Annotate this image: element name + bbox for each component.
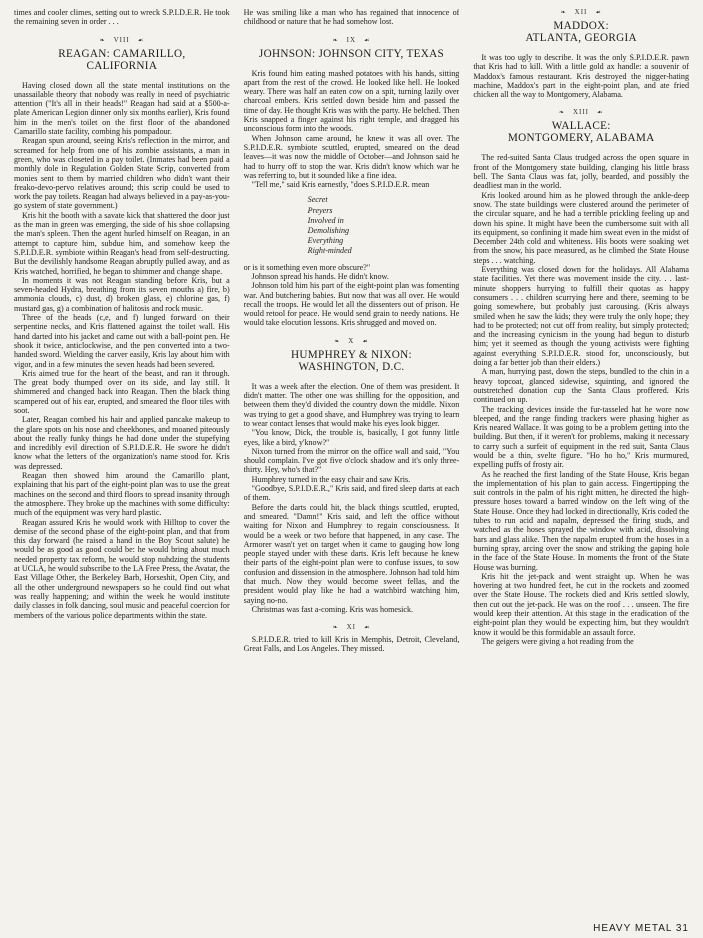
paragraph: Reagan spun around, seeing Kris's reflection in the mirror, and screamed for help from one of his zombie assistants, a man in green, who was closeted in a pay toilet. (Inmates had been paid a monthly dole in Regulation Golden State Scrip, converted from monies sent to them by married children who didn't want their freako-devo-pervo relatives around; this scrip could be used to work the pay toilets. Reagan had always believed in a pay-as-you-go system of state government.) [14,136,230,211]
section-heading [14,48,230,72]
paragraph: Reagan then showed him around the Camarillo plant, explaining that his part of the eight-point plan was to use the great machines on the second and third floors to spread insanity through the atmosphere. They broke up the machines with some difficulty: much of the equipment was very hard plastic. [14,471,230,518]
paragraph: Kris aimed true for the heart of the beast, and ran it through. The great body thumped over on its side, and lay still. It shimmered and changed back into Reagan. Then the black thing scampered out of his ear, erupted, and smeared the floor tiles with soot. [14,368,230,415]
ornament-left-icon: ❧ [560,10,570,16]
paragraph: Kris found him eating mashed potatoes with his hands, sitting apart from the rest of the crowd. He looked like hell. He looked weary. There was half an eaten cow on a spit, turning lazily over charcoal embers. Kris settled down beside him and passed the time of day. He thought Kris was with the party. He belched. Then Kris snapped a finger against his right temple, and dragged his unconscious form into the woods. [243,68,460,134]
paragraph: Nixon turned from the mirror on the office wall and said, "You should complain. I've got five o'clock shadow and it's only three-thirty. Hey, who's that?" [243,446,460,475]
section-number: XIII [567,108,595,117]
paragraph: or is it something even more obscure?" [243,262,371,272]
ornament-right-icon: ☙ [594,110,604,117]
paragraph: In moments it was not Reagan standing before Kris, but a seven-headed Hydra, breathing from its seven mouths a) fire, b) ammonia clouds, c) dust, d) broken glass, e) chlorine gas, f) mustard gas, g) a combination of halitosis and rock music. [14,275,230,313]
section-divider [473,108,689,118]
section-number: X [342,336,360,345]
column-left [14,8,230,926]
column-middle [244,8,460,926]
paragraph: "Tell me," said Kris earnestly, "does S.P.I.D.E.R. mean [251,180,430,190]
ornament-right-icon: ☙ [361,37,371,44]
paragraph: Three of the heads (c,e, and f) lunged forward on their serpentine necks, and Kris flattened against the toilet wall. His hand darted into his jacket and came out with a ball-point pen. He shook it twice, anticlockwise, and the pen converted into a two-handed sword. Wielding the carver easily, Kris lay about him with vigor, and in a few minutes the seven heads had been severed. [14,313,230,369]
paragraph: It was too ugly to describe. It was the only S.P.I.D.E.R. pawn that Kris had to kill. With a little gold ax handle: a souvenir of Maddox's famous restaurant. Kris destroyed the nigger-hating machine, Maddox's part in the eight-point plan, and ate fried chicken all the way to Montgomery, Alabama. [473,53,690,100]
heading-line: REAGAN: CAMARILLO, [58,47,186,60]
ornament-right-icon: ☙ [592,10,602,16]
section-number: XII [569,8,593,16]
section-heading [473,20,689,44]
section-divider [244,623,460,633]
section-number: VIII [108,35,136,44]
paragraph: It was a week after the election. One of them was president. It didn't matter. The other one was shilling for the opposition, and between them they'd divided the country down the middle. Nixon was trying to get a good shave, and Humphrey was trying to learn to wear contact lenses that would make his eyes look bigger. [243,381,460,428]
verse-line: Everything [307,236,344,246]
paragraph: A man, hurrying past, down the steps, bundled to the chin in a heavy topcoat, glanced sidewise, squinting, and ignored the outstretched donation cup the Santa Claus proffered. Kris continued on up. [473,367,690,405]
ornament-right-icon: ☙ [135,37,145,44]
section-divider [244,337,460,347]
paragraph: Everything was closed down for the holidays. All Alabama state facilities. Yet there was movement inside the city. . . last-minute shoppers hurrying to fulfill their quotas as happy consumers . . . children scurrying here and there, seeming to be going somewhere, but probably just carousing. (Kris always smiled when he saw the kids; they were truly the only hope; they had to be protected; not cut off from reality, but simply protected; and the increasing cynicism in the young had begun to disturb him; yet it seemed as though the young activists were fighting against everything S.P.I.D.E.R. stood for, unconsciously, but doing a far better job than their elders.) [473,265,690,368]
section-heading [244,349,460,373]
ornament-left-icon: ❧ [332,37,342,44]
paragraph: As he reached the first landing of the State House, Kris began the implementation of his plan to gain access. Fingertipping the suit controls in the palm of his right mitten, he directed the high-pressure hoses toward a barred window on the left wing of the State House. Once they had locked in directionally, Kris coded the tubes to run acid and napalm, depressed the firing studs, and watched as the hoses sprayed the window with acid, dissolving bars and glass alike. Then the napalm erupted from the hoses in a burning spray, arcing over the snow and striking the gaping hole in the face of the State House. In moments the front of the State House was burning. [473,469,690,572]
paragraph: Kris hit the jet-pack and went straight up. When he was hovering at two hundred feet, he cut in the rockets and zoomed over the State House. The rockets died and Kris settled slowly, then cut out the jet-pack. He was on the roof . . . unseen. The fire would keep their attention. At this stage in the eradication of the eight-point plan they would be expecting him, but they wouldn't know it would be this formidable an assault force. [473,571,690,637]
paragraph: "Goodbye, S.P.I.D.E.R.," Kris said, and fired sleep darts at each of them. [243,484,460,503]
paragraph: Kris hit the booth with a savate kick that shattered the door just as the man in green was emerging, the side of his shoe collapsing the man's spleen. Then the agent hurled himself on Reagan, in an attempt to capture him, subdue him, and somehow keep the S.P.I.D.E.R. symbiote within Reagan's head from self-destructing. But the devilishly handsome Reagan abruptly pulled away, and as Kris watched, horrified, he began to shimmer and change shape. [14,210,230,276]
ornament-left-icon: ❧ [558,110,568,117]
verse-line: Demolishing [307,226,350,236]
ornament-left-icon: ❧ [332,625,342,632]
column-right [473,8,689,926]
acronym-verse [308,195,460,256]
heading-line: MONTGOMERY, ALABAMA [507,132,655,145]
paragraph: Reagan assured Kris he would work with Hilltop to cover the demise of the second phase of the eight-point plan, and that from this day forward (he raised a hand in the Boy Scout salute) he would be as good as good could be: he would bring about much needed property tax reform, he would stop nuhdzing the students at UCLA, he would subscribe to the LA Free Press, the Avatar, the East Village Other, the Berkeley Barb, Horseshit, Open City, and all the other underground newspapers so he could find out what was really happening; and within the week he would institute daily classes in folk dancing, soul music and peaceful coercion for members of the various police departments within the state. [14,517,230,620]
ornament-left-icon: ❧ [99,37,109,44]
paragraph: He was smiling like a man who has regained that innocence of childhood or nature that he had somehow lost. [243,8,460,27]
paragraph: Christmas was fast a-coming. Kris was homesick. [251,604,414,614]
verse-line: Preyers [307,205,333,215]
paragraph: "You know, Dick, the trouble is, basically, I got funny little eyes, like a bird, y'know?" [243,428,460,447]
section-number: XI [341,623,362,632]
heading-line: JOHNSON: JOHNSON CITY, TEXAS [258,47,445,60]
heading-line: HUMPHREY & NIXON: [291,348,412,361]
heading-line: CALIFORNIA [86,59,158,72]
page-footer: HEAVY METAL 31 [593,923,689,934]
columns-container [14,8,689,926]
paragraph: The tracking devices inside the fur-tasseled hat he wore now bleeped, and the range finding trackers were phasing higher as Kris neared Wallace. It was going to be a problem getting into the building. But then, if it weren't for problems, making it necessary to carry such a surfeit of equipment in the red suit, Santa Claus would be a thin, svelte figure. "Ho ho ho," Kris murmured, expelling puffs of frosty air. [473,404,690,470]
section-heading [244,48,460,60]
verse-line: Secret [307,195,328,205]
ornament-left-icon: ❧ [334,338,343,345]
heading-line: ATLANTA, GEORGIA [525,32,637,44]
ornament-right-icon: ☙ [361,625,371,632]
section-number: IX [341,35,362,44]
paragraph: Johnson told him his part of the eight-point plan was fomenting war. And butchering babies. But now that was all over. He would recall the troops. He would let all the dissenters out of prison. He would retool for peace. He would send grain to needy nations. He would take elocution lessons. Kris shrugged and moved on. [243,281,460,328]
heading-line: WALLACE: [551,120,611,133]
section-divider [244,36,460,46]
paragraph: Humphrey turned in the easy chair and saw Kris. [251,474,411,484]
section-divider [473,8,689,18]
ornament-right-icon: ☙ [359,338,369,345]
paragraph: When Johnson came around, he knew it was all over. The S.P.I.D.E.R. symbiote scuttled, erupted, smeared on the dead leaves—it was now the middle of October—and Johnson said he had to hurry off to stop the war. Kris didn't know which war he was referring to, but it sounded like a fine idea. [243,133,460,180]
paragraph: The geigers were giving a hot reading from the [481,636,634,646]
heading-line: MADDOX: [553,20,609,32]
section-divider [14,36,230,46]
section-heading [473,120,689,144]
verse-line: Right-minded [307,246,352,256]
paragraph: S.P.I.D.E.R. tried to kill Kris in Memphis, Detroit, Cleveland, Great Falls, and Los Angeles. They missed. [243,635,460,654]
paragraph: Kris looked around him as he plowed through the ankle-deep snow. The state buildings were clustered around the perimeter of the circular square, and he had a terrible prickling feeling up and down his spine. It might have been the cumbersome suit with all its equipment, so confining it made him sweat even in the midst of December 24th cold and whiteness. His boots were soaking wet from the snow, his pace measured, as he climbed the State House steps . . . watching. [473,190,690,265]
paragraph: Later, Reagan combed his hair and applied pancake makeup to the glare spots on his nose and cheekbones, and moaned piteously about the really funky things he had done under the stupefying and incredibly evil direction of S.P.I.D.E.R. He swore he didn't know what the letters of the organization's name stood for. Kris was depressed. [14,415,230,471]
paragraph: The red-suited Santa Claus trudged across the open square in front of the Montgomery state building, clanging his little brass bell. The Santa Claus was fat, jolly, bearded, and possibly the deadliest man in the world. [473,153,690,191]
verse-line: Involved in [307,215,344,225]
paragraph: Johnson spread his hands. He didn't know. [251,271,389,281]
paragraph: Having closed down all the state mental institutions on the unassailable theory that nobody was really in need of psychiatric attention ("It's all in their heads!" Reagan had said at a $500-a-plate American Legion dinner only six months earlier), Kris found him in the men's toilet on the first floor of the abandoned Camarillo state facility, combing his pompadour. [14,80,230,137]
heading-line: WASHINGTON, D.C. [298,360,405,373]
paragraph: times and cooler climes, setting out to wreck S.P.I.D.E.R. He took the remaining seven in order . . . [14,8,230,27]
paragraph: Before the darts could hit, the black things scuttled, erupted, and smeared. "Damn!" Kris said, and left the office without waiting for Nixon and Humphrey to regain consciousness. It would be a week or two before that happened, in any case. The Armorer wasn't yet on target when it came to gauging how long people stayed under with these darts. Kris left because he knew their parts of the eight-point plan were to confuse issues, to sow confusion and dissension in the atmosphere. Johnson had told him that much. Now they would become sweet fellas, and the president would play like he had a watchbird watching him, saying no-no. [243,502,460,605]
